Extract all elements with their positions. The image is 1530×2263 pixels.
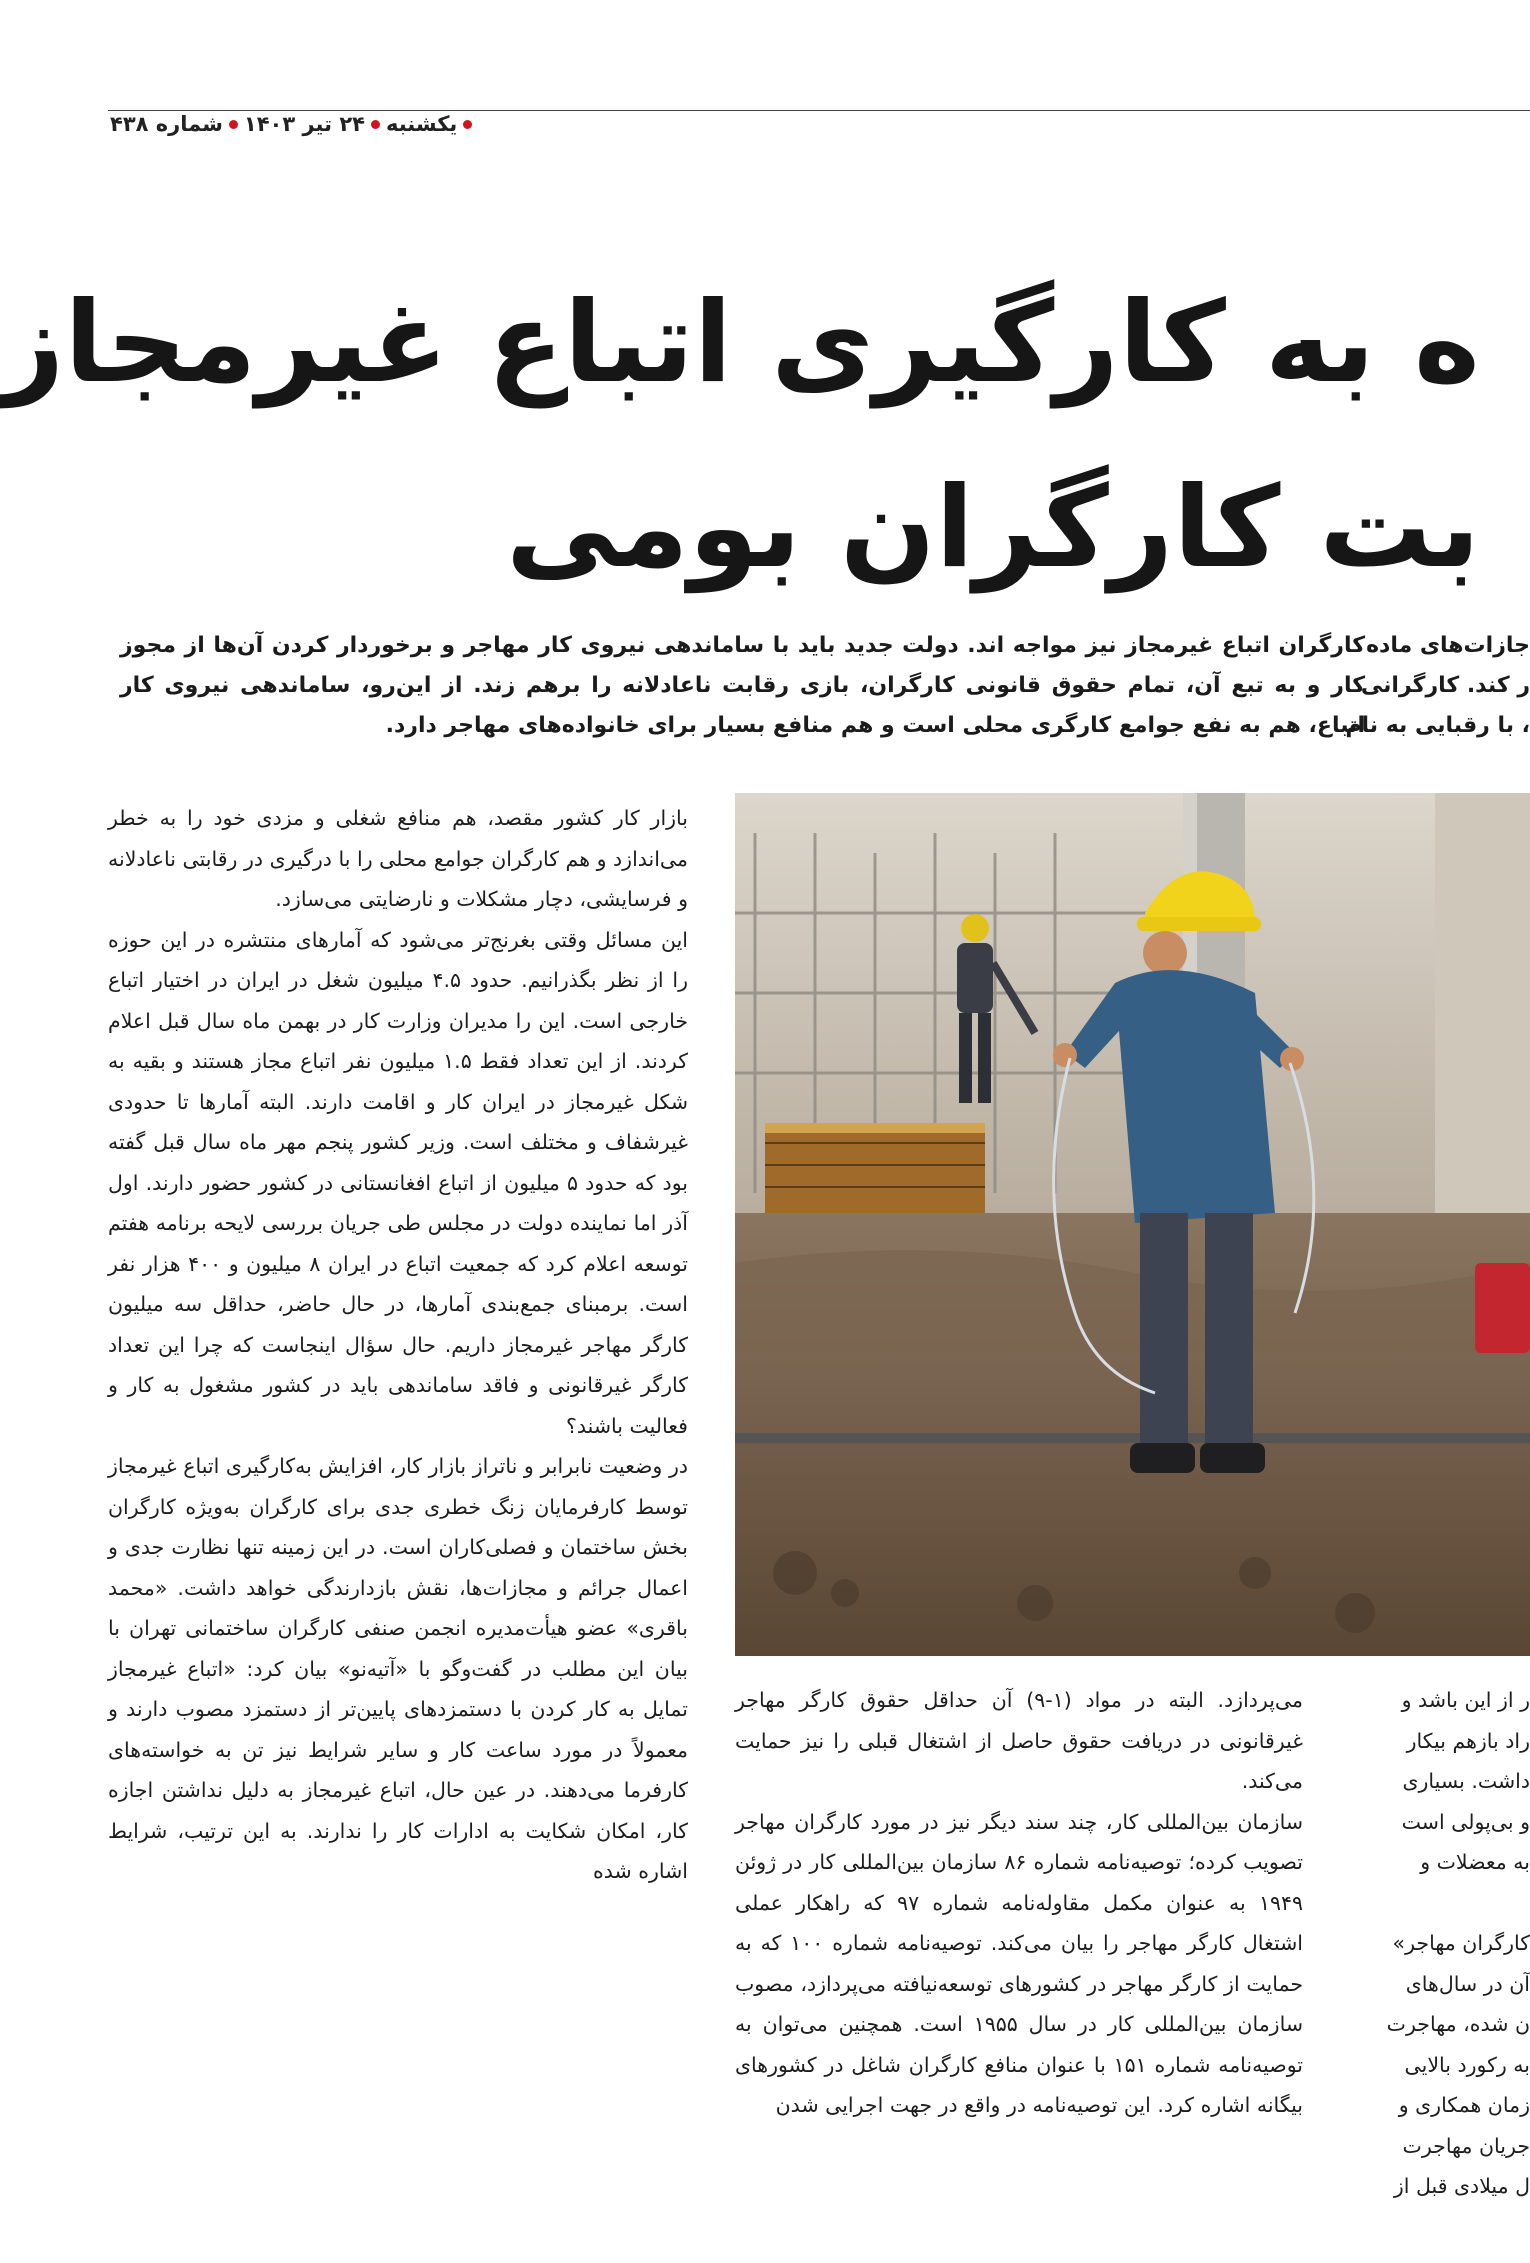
construction-workers-illustration [735,793,1530,1656]
line-fragment: زمان همکاری و [1398,2093,1530,2117]
line-fragment: داشت. بسیاری [1402,1769,1530,1793]
lead-fragment: جازات‌های ماده [1366,633,1530,658]
paragraph: می‌پردازد. البته در مواد (۱-۹) آن حداقل حقوق کارگر مهاجر غیرقانونی در دریافت حقوق حاصل از اشتغال قبلی را نیز حمایت می‌کند. [735,1688,1303,1793]
line-fragment: به معضلات و [1420,1850,1530,1874]
line-fragment: و بی‌پولی است [1401,1809,1530,1834]
line-fragment: ن شده، مهاجرت [1386,2012,1530,2036]
headline-line-1: ه به کارگیری اتباع غیرمجاز [0,278,1480,408]
line-fragment: آن در سال‌های [1405,1971,1530,1996]
line-fragment [1352,1883,1530,1924]
line-fragment: راد بازهم بیکار [1406,1728,1530,1753]
line-fragment: کارگران مهاجر» [1392,1931,1530,1955]
article-photo [735,793,1530,1656]
lead-right-column [1345,626,1530,746]
paragraph: بازار کار کشور مقصد، هم منافع شغلی و مزدی خود را به خطر می‌اندازد و هم کارگران جوامع محلی را با درگیری در رقابتی ناعادلانه و فرسایشی، دچار مشکلات و نارضایتی می‌سازد. [108,806,688,911]
line-fragment: جریان مهاجرت [1402,2133,1530,2158]
lead-fragment: ر کند. کارگرانی [1360,673,1530,698]
paragraph: این مسائل وقتی بغرنج‌تر می‌شود که آمارهای منتشره در این حوزه را از نظر بگذرانیم. حدود ۴.۵ میلیون شغل در ایران در اختیار اتباع خارجی است. این را مدیران وزارت کار در بهمن ماه سال قبل اعلام کردند. از این تعداد فقط ۱.۵ میلیون نفر اتباع مجاز هستند و بقیه به شکل غیرمجاز در ایران کار و اقامت دارند. البته آمارها تا حدودی غیرشفاف و مختلف است. وزیر کشور پنجم مهر ماه سال قبل گفته بود که حدود ۵ میلیون از اتباع افغانستانی در کشور حضور دارند. اول آذر اما نماینده دولت در مجلس طی جریان بررسی لایحه برنامه هفتم توسعه اعلام کرد که جمعیت اتباع در ایران ۸ میلیون و ۴۰۰ هزار نفر است. برمبنای جمع‌بندی آمارها، در حال حاضر، حداقل سه میلیون کارگر مهاجر غیرمجاز داریم. حال سؤال اینجاست که چرا این تعداد کارگر غیرقانونی و فاقد ساماندهی باید در کشور مشغول به کار و فعالیت باشند؟ [108,927,688,1438]
dateline-issue: شماره ۴۳۸ [110,112,223,136]
article-column-middle [735,1680,1303,2126]
dateline-date: ۲۴ تیر ۱۴۰۳ [243,112,365,136]
dateline-weekday: یکشنبه [385,112,458,136]
bullet-dot [229,120,238,129]
line-fragment: ر از این باشد و [1401,1688,1530,1712]
line-fragment: ل میلادی قبل از [1393,2174,1530,2198]
paragraph: در وضعیت نابرابر و ناتراز بازار کار، افزایش به‌کارگیری اتباع غیرمجاز توسط کارفرمایان زنگ خطری جدی برای کارگران به‌ویژه کارگران بخش ساختمان و فصلی‌کاران است. در این زمینه تنها نظارت جدی و اعمال جرائم و مجازات‌ها، نقش بازدارندگی خواهد داشت. «محمد باقری» عضو هیأت‌مدیره انجمن صنفی کارگران ساختمانی تهران با بیان این مطلب در گفت‌وگو با «آتیه‌نو» بیان کرد: «اتباع غیرمجاز تمایل به کار کردن با دستمزدهای پایین‌تر از دستمزد مصوب دارند و معمولاً در مورد ساعت کار و سایر شرایط نیز تن به خواسته‌های کارفرما می‌دهند. در عین حال، اتباع غیرمجاز به دلیل نداشتن اجازه کار، امکان شکایت به ادارات کار را ندارند. به این ترتیب، شرایط اشاره شده [108,1454,688,1883]
dateline [110,112,472,136]
line-fragment: به رکورد بالایی [1404,2052,1530,2077]
bullet-dot [463,120,472,129]
lead-fragment: ، با رقبایی به نام [1345,713,1530,738]
bullet-dot [371,120,380,129]
headline-line-2: بت کارگران بومی [506,463,1480,593]
paragraph: سازمان بین‌المللی کار، چند سند دیگر نیز در مورد کارگران مهاجر تصویب کرده؛ توصیه‌نامه شماره ۸۶ سازمان بین‌المللی کار در ژوئن ۱۹۴۹ به عنوان مکمل مقاوله‌نامه شماره ۹۷ که راهکار عملی اشتغال کارگر مهاجر را بیان می‌کند. توصیه‌نامه شماره ۱۰۰ که به حمایت از کارگر مهاجر در کشورهای توسعه‌نیافته می‌پردازد، مصوب سازمان بین‌المللی کار در سال ۱۹۵۵ است. همچنین می‌توان به توصیه‌نامه شماره ۱۵۱ با عنوان منافع کارگران شاغل در کشورهای بیگانه اشاره کرد. این توصیه‌نامه در واقع در جهت اجرایی شدن [735,1809,1304,2117]
lead-paragraph: کارگران اتباع غیرمجاز نیز مواجه اند. دولت جدید باید با ساماندهی نیروی کار مهاجر و برخوردار کردن آن‌ها از مجوز کار و به تبع آن، تمام حقوق قانونی کارگران، بازی رقابت ناعادلانه را برهم زند. از این‌رو، ساماندهی نیروی کار اتباع، هم به نفع جوامع کارگری محلی است و هم منافع بسیار برای خانواده‌های مهاجر دارد. [120,633,1365,738]
article-column-left [108,798,688,1892]
header-rule [108,110,1530,111]
article-column-right-cropped [1352,1680,1530,2207]
